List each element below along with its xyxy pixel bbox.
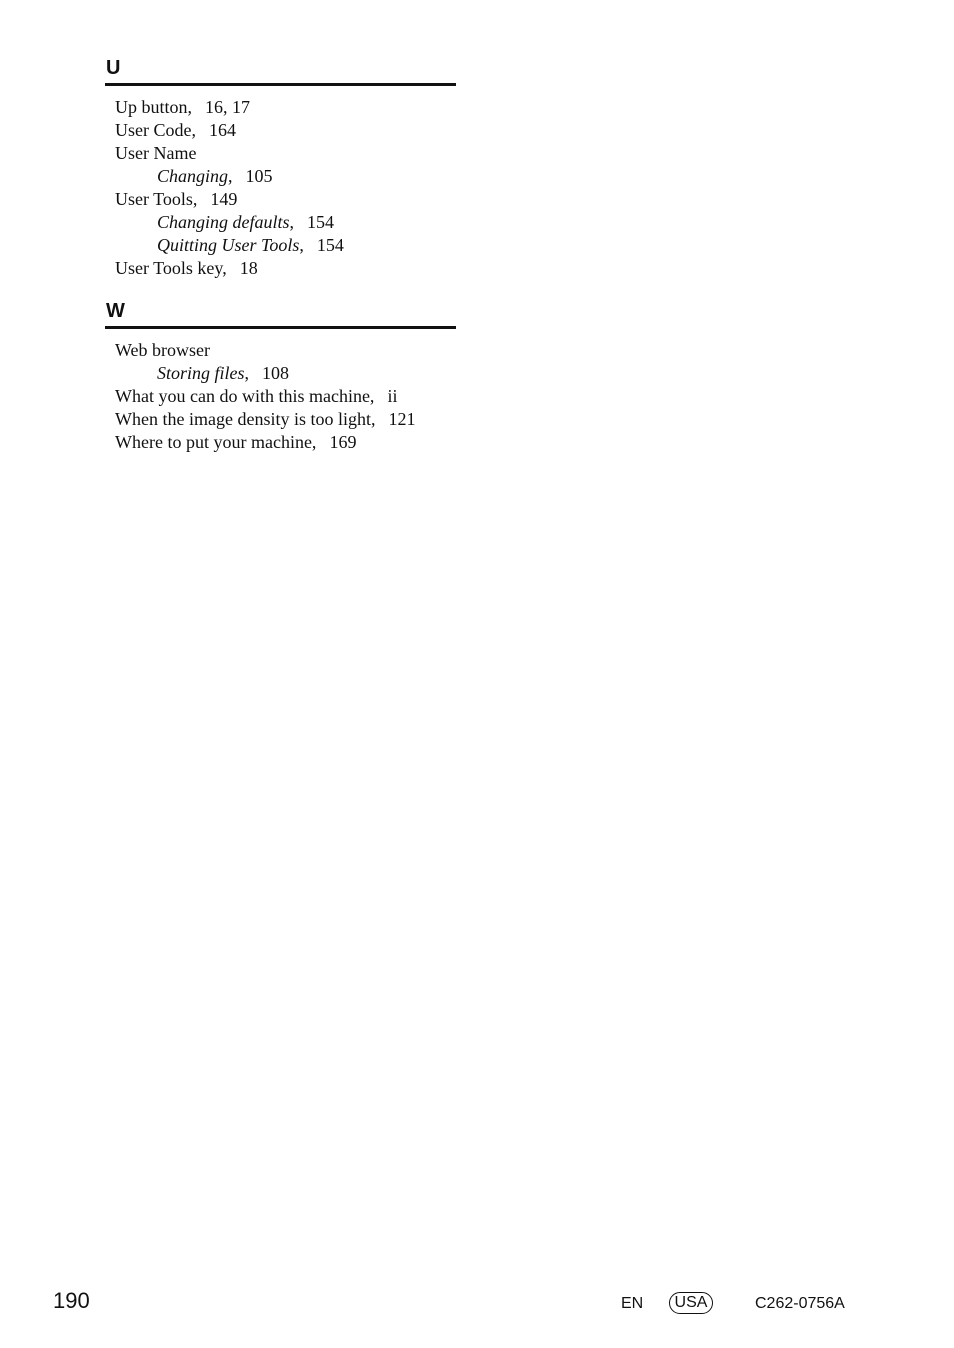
- index-section: [105, 55, 456, 280]
- entry-page-ref[interactable]: 169: [329, 432, 357, 452]
- entry-term: User Tools,: [115, 189, 198, 209]
- entry-term: Changing defaults: [157, 212, 290, 232]
- entry-term: Up button,: [115, 97, 193, 117]
- index-entry: [105, 385, 456, 408]
- entry-page-ref[interactable]: 154: [307, 212, 335, 232]
- index-subentry: [105, 211, 456, 234]
- entry-page-ref[interactable]: 18: [239, 258, 258, 278]
- index-subentry: [105, 362, 456, 385]
- entry-term: User Code,: [115, 120, 196, 140]
- entry-separator: ,: [299, 235, 304, 255]
- entry-separator: ,: [289, 212, 295, 232]
- entry-term: Storing files: [157, 363, 245, 383]
- index-entry: [105, 408, 456, 431]
- entry-page-ref[interactable]: ii: [387, 386, 398, 406]
- index-entry: [105, 431, 456, 454]
- entry-page-ref[interactable]: 121: [388, 409, 416, 429]
- entry-page-ref[interactable]: 164: [208, 120, 236, 140]
- entry-term: Where to put your machine,: [115, 432, 317, 452]
- entry-page-ref[interactable]: 108: [262, 363, 290, 383]
- entry-term: Web browser: [115, 340, 211, 360]
- footer-region-badge: USA: [669, 1292, 713, 1314]
- index-entry: [105, 257, 456, 280]
- entry-term: When the image density is too light,: [115, 409, 376, 429]
- entry-page-ref[interactable]: 16, 17: [205, 97, 251, 117]
- index-section: [105, 298, 456, 454]
- footer-language: EN: [621, 1295, 644, 1312]
- entry-page-ref[interactable]: 154: [316, 235, 344, 255]
- index-column: [105, 55, 456, 472]
- section-letter: U: [106, 57, 121, 79]
- entry-page-ref[interactable]: 105: [245, 166, 273, 186]
- footer-document-code: C262-0756A: [755, 1295, 845, 1312]
- index-entry: [105, 188, 456, 211]
- index-subentry: [105, 165, 456, 188]
- index-entry: [105, 96, 456, 119]
- index-entry: [105, 119, 456, 142]
- section-letter: W: [106, 300, 125, 322]
- section-rule: [105, 326, 456, 329]
- entry-separator: ,: [228, 166, 233, 186]
- entry-term: What you can do with this machine,: [115, 386, 375, 406]
- entry-term: User Name: [115, 143, 197, 163]
- index-subentry: [105, 234, 456, 257]
- index-entry: [105, 339, 456, 362]
- index-entry: [105, 142, 456, 165]
- entry-page-ref[interactable]: 149: [210, 189, 238, 209]
- entry-term: Changing: [157, 166, 229, 186]
- page-number: 190: [53, 1288, 90, 1313]
- section-rule: [105, 83, 456, 86]
- entry-term: User Tools key,: [115, 258, 227, 278]
- entry-term: Quitting User Tools: [157, 235, 300, 255]
- entry-separator: ,: [244, 363, 250, 383]
